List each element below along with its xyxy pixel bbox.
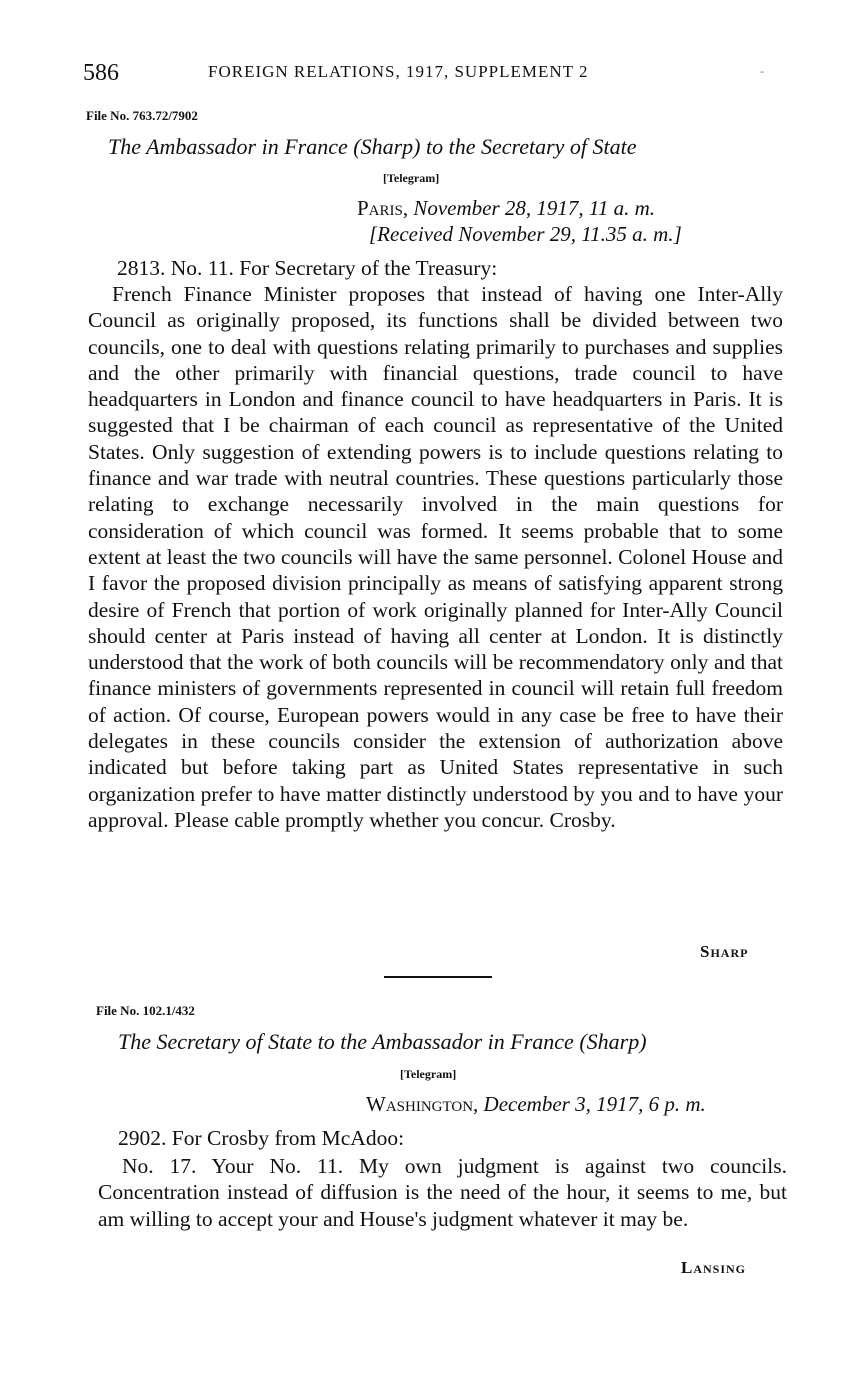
- dateline-place: Paris,: [357, 196, 409, 220]
- dateline: [366, 1092, 706, 1117]
- document-heading: The Ambassador in France (Sharp) to the Secretary of State: [108, 134, 637, 159]
- received-line: [Received November 29, 11.35 a. m.]: [369, 222, 682, 246]
- file-number: File No. 102.1/432: [96, 1003, 195, 1018]
- file-number: File No. 763.72/7902: [86, 108, 198, 123]
- telegram-label: [Telegram]: [383, 171, 440, 185]
- dateline: [357, 196, 655, 221]
- section-divider: [384, 976, 492, 978]
- running-title: FOREIGN RELATIONS, 1917, SUPPLEMENT 2: [208, 62, 589, 81]
- dateline-place: Washington,: [366, 1092, 479, 1116]
- telegram-opening: 2813. No. 11. For Secretary of the Treasury:: [117, 256, 498, 280]
- page-number: 586: [83, 60, 119, 86]
- signature: Sharp: [700, 942, 749, 961]
- signature: Lansing: [681, 1258, 747, 1277]
- dateline-date: November 28, 1917, 11 a. m.: [413, 196, 656, 220]
- telegram-opening: 2902. For Crosby from McAdoo:: [118, 1126, 405, 1150]
- telegram-label: [Telegram]: [400, 1067, 457, 1081]
- dateline-date: December 3, 1917, 6 p. m.: [483, 1092, 706, 1116]
- telegram-body: French Finance Minister proposes that instead of having one Inter-Ally Council as originally proposed, its functions shall be divided between two councils, one to deal with questions relating primarily to purchases and supplies and the other primarily with financial questions, trade council to have headquarters in London and finance council to have headquarters in Paris. It is suggested that I be chairman of each council as representative of the United States. Only suggestion of extending powers is to include questions relating to finance and war trade with neutral countries. These questions particularly those relating to exchange necessarily involved in the main questions for consideration of which council was formed. It seems probable that to some extent at least the two councils will have the same personnel. Colonel House and I favor the proposed division principally as means of satisfying apparent strong desire of French that portion of work originally planned for Inter-Ally Council should center at Paris instead of having all center at London. It is distinctly understood that the work of both councils will be recommendatory only and that finance ministers of governments represented in council will retain full freedom of action. Of course, European powers would in any case be free to have their delegates in these councils consider the extension of authorization above indicated but before taking part as United States representative in such organization prefer to have matter distinctly understood by you and to have your approval. Please cable promptly whether you concur. Crosby.: [88, 282, 783, 832]
- telegram-body: No. 17. Your No. 11. My own judgment is against two councils. Concentration instead of diffusion is the need of the hour, it seems to me, but am willing to accept your and House's judgment whatever it may be.: [98, 1154, 787, 1231]
- margin-mark: -: [760, 64, 764, 78]
- document-heading: The Secretary of State to the Ambassador in France (Sharp): [118, 1029, 647, 1054]
